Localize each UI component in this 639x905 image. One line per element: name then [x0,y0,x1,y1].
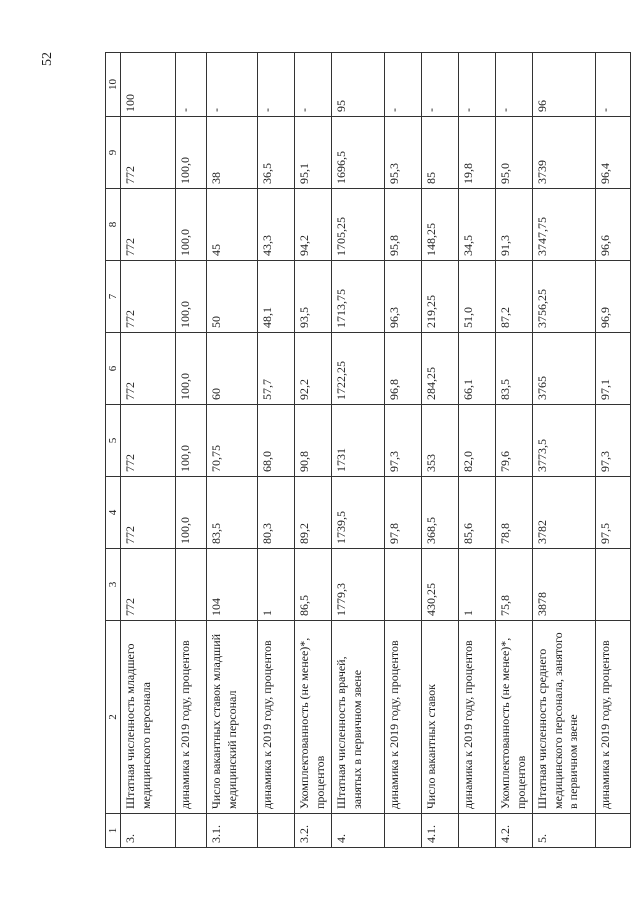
row-number [258,814,295,848]
row-label: Число вакантных ставок младший медицинский персонал [207,621,258,814]
cell-value: - [207,53,258,117]
cell-value [596,549,631,621]
cell-value: 3782 [533,477,596,549]
cell-value: 772 [121,333,176,405]
cell-value: 95,1 [295,117,332,189]
cell-value: 1779,3 [332,549,385,621]
table-row [176,53,207,848]
staffing-table [105,52,631,848]
table-row [459,53,496,848]
row-number [176,814,207,848]
row-number: 3. [121,814,176,848]
cell-value: 219,25 [422,261,459,333]
table-row [596,53,631,848]
header-cell: 6 [106,333,121,405]
cell-value: 85,6 [459,477,496,549]
cell-value: 51,0 [459,261,496,333]
cell-value: 95,3 [385,117,422,189]
row-label: динамика к 2019 году, процентов [385,621,422,814]
cell-value: 36,5 [258,117,295,189]
cell-value: 66,1 [459,333,496,405]
cell-value: 100,0 [176,261,207,333]
header-cell: 2 [106,621,121,814]
cell-value: 80,3 [258,477,295,549]
cell-value: 93,5 [295,261,332,333]
cell-value: 772 [121,189,176,261]
cell-value: 1705,25 [332,189,385,261]
cell-value: 95,8 [385,189,422,261]
cell-value: 89,2 [295,477,332,549]
header-row [106,53,121,848]
cell-value: 70,75 [207,405,258,477]
header-cell: 8 [106,189,121,261]
cell-value: 148,25 [422,189,459,261]
header-cell: 10 [106,53,121,117]
page-number: 52 [40,52,55,66]
cell-value: 91,3 [496,189,533,261]
cell-value: 38 [207,117,258,189]
cell-value: 368,5 [422,477,459,549]
cell-value: 79,6 [496,405,533,477]
cell-value: 97,1 [596,333,631,405]
cell-value: 430,25 [422,549,459,621]
header-cell: 9 [106,117,121,189]
cell-value: 1739,5 [332,477,385,549]
cell-value: 3747,75 [533,189,596,261]
cell-value: 1 [258,549,295,621]
cell-value: 92,2 [295,333,332,405]
cell-value: 95 [332,53,385,117]
row-label: динамика к 2019 году, процентов [596,621,631,814]
cell-value: 100,0 [176,477,207,549]
cell-value: - [422,53,459,117]
cell-value: 353 [422,405,459,477]
row-label: Укомплектованность (не менее)*, процентов [496,621,533,814]
header-cell: 7 [106,261,121,333]
cell-value: 96,6 [596,189,631,261]
cell-value: 96,3 [385,261,422,333]
rotated-table-container [105,53,613,848]
table-row [207,53,258,848]
row-label: динамика к 2019 году, процентов [459,621,496,814]
cell-value: 772 [121,549,176,621]
cell-value: 772 [121,117,176,189]
cell-value: 1731 [332,405,385,477]
row-label: динамика к 2019 году, процентов [258,621,295,814]
header-cell: 3 [106,549,121,621]
cell-value: 75,8 [496,549,533,621]
cell-value: 772 [121,405,176,477]
cell-value: - [496,53,533,117]
row-label: Укомплектованность (не менее)*, процентов [295,621,332,814]
cell-value: 97,8 [385,477,422,549]
row-label: Штатная численность врачей, занятых в первичном звене [332,621,385,814]
cell-value: 87,2 [496,261,533,333]
cell-value: 94,2 [295,189,332,261]
table-row [422,53,459,848]
cell-value: 45 [207,189,258,261]
row-number: 3.2. [295,814,332,848]
cell-value: 772 [121,261,176,333]
table-row [121,53,176,848]
cell-value: 83,5 [496,333,533,405]
cell-value: 97,3 [596,405,631,477]
row-label: Штатная численность младшего медицинского персонала [121,621,176,814]
cell-value: 100,0 [176,189,207,261]
cell-value: 90,8 [295,405,332,477]
cell-value: 78,8 [496,477,533,549]
row-number: 3.1. [207,814,258,848]
row-label: динамика к 2019 году, процентов [176,621,207,814]
cell-value: 100,0 [176,405,207,477]
cell-value: 86,5 [295,549,332,621]
table-row [496,53,533,848]
cell-value: 100 [121,53,176,117]
cell-value: 1696,5 [332,117,385,189]
cell-value: - [385,53,422,117]
cell-value: 1 [459,549,496,621]
cell-value: - [176,53,207,117]
cell-value: 96 [533,53,596,117]
cell-value: 100,0 [176,333,207,405]
cell-value [385,549,422,621]
cell-value: 284,25 [422,333,459,405]
cell-value: 97,3 [385,405,422,477]
row-number: 4.1. [422,814,459,848]
cell-value: - [596,53,631,117]
row-number [596,814,631,848]
cell-value: 34,5 [459,189,496,261]
table-row [295,53,332,848]
cell-value: 3878 [533,549,596,621]
cell-value: 95,0 [496,117,533,189]
row-label: Число вакантных ставок [422,621,459,814]
cell-value: 48,1 [258,261,295,333]
cell-value: 3765 [533,333,596,405]
cell-value: 104 [207,549,258,621]
cell-value: 68,0 [258,405,295,477]
cell-value: 19,8 [459,117,496,189]
table-row [332,53,385,848]
cell-value: 96,4 [596,117,631,189]
table-row [533,53,596,848]
header-cell: 4 [106,477,121,549]
cell-value: 50 [207,261,258,333]
cell-value: 57,7 [258,333,295,405]
cell-value: - [459,53,496,117]
cell-value: 1713,75 [332,261,385,333]
cell-value: 3773,5 [533,405,596,477]
cell-value: 772 [121,477,176,549]
cell-value: 43,3 [258,189,295,261]
table-row [385,53,422,848]
table-row [258,53,295,848]
row-label: Штатная численность среднего медицинского персонала, занятого в первичном звене [533,621,596,814]
header-cell: 1 [106,814,121,848]
cell-value: 82,0 [459,405,496,477]
cell-value: 85 [422,117,459,189]
cell-value: 97,5 [596,477,631,549]
cell-value: 83,5 [207,477,258,549]
cell-value: 96,9 [596,261,631,333]
cell-value: - [295,53,332,117]
header-cell: 5 [106,405,121,477]
row-number: 4. [332,814,385,848]
cell-value: 96,8 [385,333,422,405]
cell-value [176,549,207,621]
row-number [459,814,496,848]
row-number: 5. [533,814,596,848]
cell-value: 3739 [533,117,596,189]
row-number [385,814,422,848]
cell-value: 100,0 [176,117,207,189]
cell-value: - [258,53,295,117]
row-number: 4.2. [496,814,533,848]
cell-value: 3756,25 [533,261,596,333]
cell-value: 1722,25 [332,333,385,405]
cell-value: 60 [207,333,258,405]
